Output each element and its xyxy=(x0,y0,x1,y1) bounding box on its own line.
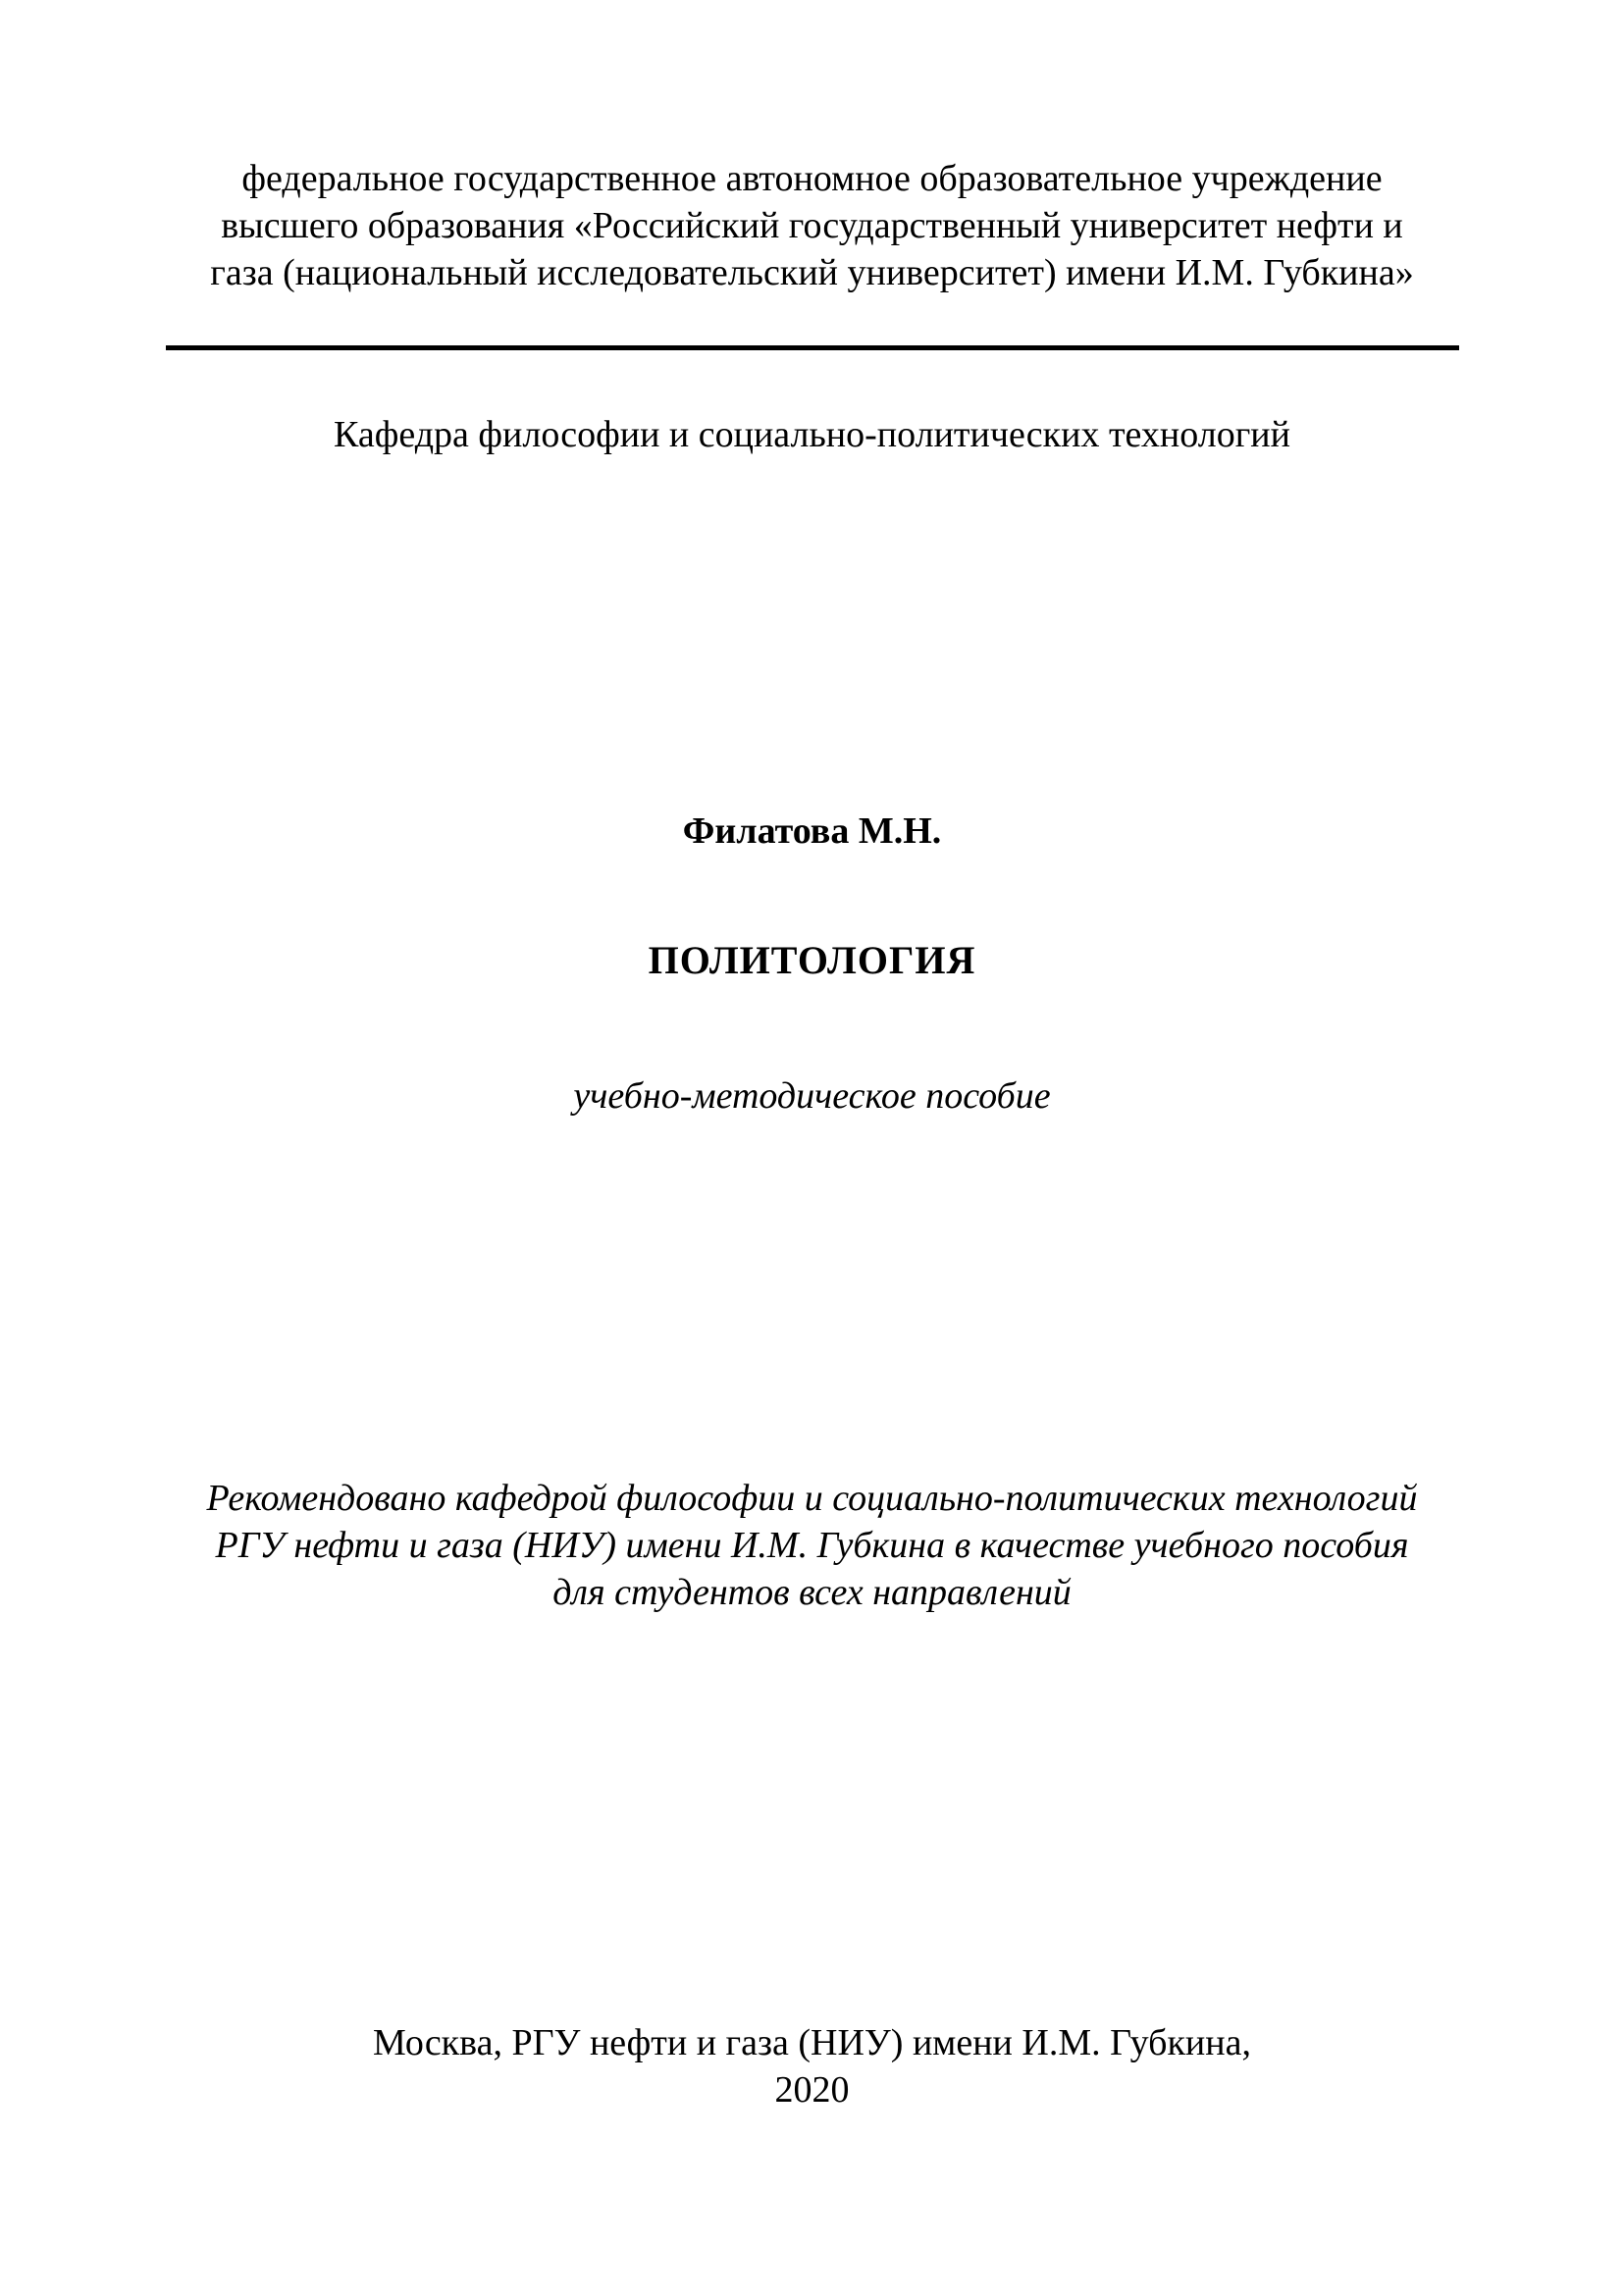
book-title: ПОЛИТОЛОГИЯ xyxy=(648,938,976,982)
organization-line-2: высшего образования «Российский государственный университет нефти и xyxy=(221,205,1403,246)
book-subtitle: учебно-методическое пособие xyxy=(573,1075,1051,1117)
recommendation-block xyxy=(0,1475,1624,1616)
author-name: Филатова М.Н. xyxy=(682,810,942,852)
header-divider-rule xyxy=(166,345,1459,350)
imprint-block xyxy=(0,2019,1624,2113)
organization-line-1: федеральное государственное автономное образовательное учреждение xyxy=(241,158,1383,199)
recommendation-line-2: РГУ нефти и газа (НИУ) имени И.М. Губкина в качестве учебного пособия xyxy=(215,1525,1409,1566)
recommendation-line-1: Рекомендовано кафедрой философии и социально-политических технологий xyxy=(206,1478,1418,1519)
department-line: Кафедра философии и социально-политических технологий xyxy=(334,414,1290,455)
imprint-year: 2020 xyxy=(774,2069,850,2111)
organization-line-3: газа (национальный исследовательский университет) имени И.М. Губкина» xyxy=(210,252,1414,293)
imprint-city-line: Москва, РГУ нефти и газа (НИУ) имени И.М. Губкина, xyxy=(373,2022,1251,2063)
recommendation-line-3: для студентов всех направлений xyxy=(552,1572,1072,1613)
organization-header xyxy=(0,155,1624,296)
